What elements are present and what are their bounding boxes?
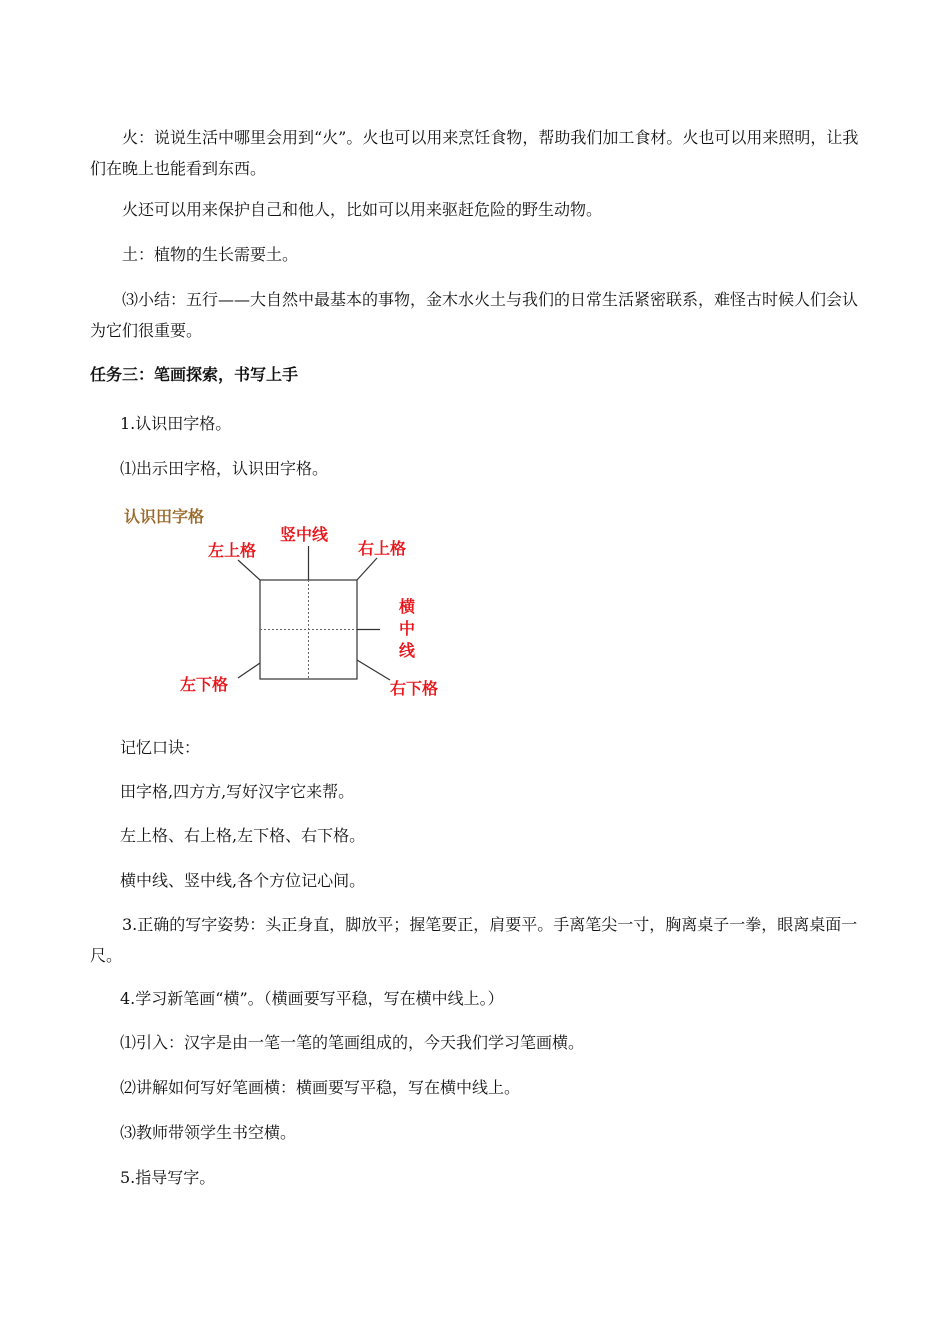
pointer-bottom-left xyxy=(238,663,260,678)
step-1-1: ⑴出示田字格，认识田字格。 xyxy=(120,459,329,478)
mnemonic-title: 记忆口诀： xyxy=(120,738,201,757)
section-heading: 任务三：笔画探索，书写上手 xyxy=(90,365,299,384)
fire-paragraph-2: 火还可以用来保护自己和他人，比如可以用来驱赶危险的野生动物。 xyxy=(122,200,603,219)
fire-paragraph-1: 火：说说生活中哪里会用到“火”。火也可以用来烹饪食物，帮助我们加工食材。火也可以用来照明，让我们在晚上也能看到东西。 xyxy=(90,128,859,178)
label-bottom-left: 左下格 xyxy=(180,675,229,694)
label-top-left: 左上格 xyxy=(208,541,257,560)
step-5: 5.指导写字。 xyxy=(120,1168,216,1187)
label-vertical-mid: 竖中线 xyxy=(280,525,329,544)
label-horizontal-mid-char-1: 横 xyxy=(398,597,415,616)
step-1: 1.认识田字格。 xyxy=(120,414,232,433)
step-4-3: ⑶教师带领学生书空横。 xyxy=(120,1123,297,1142)
step-4-2: ⑵讲解如何写好笔画横：横画要写平稳，写在横中线上。 xyxy=(120,1078,521,1097)
step-4-1: ⑴引入：汉字是由一笔一笔的笔画组成的，今天我们学习笔画横。 xyxy=(120,1033,585,1052)
label-horizontal-mid-char-2: 中 xyxy=(398,619,415,638)
label-horizontal-mid xyxy=(398,596,416,662)
mnemonic-line-3: 横中线、竖中线,各个方位记心间。 xyxy=(120,871,366,890)
summary-paragraph: ⑶小结：五行——大自然中最基本的事物，金木水火土与我们的日常生活紧密联系，难怪古时候人们会认为它们很重要。 xyxy=(90,290,859,340)
pointer-top-left xyxy=(238,560,260,580)
figure-title: 认识田字格 xyxy=(124,507,205,526)
pointer-top-right xyxy=(357,558,377,580)
earth-paragraph: 土：植物的生长需要土。 xyxy=(122,245,299,264)
mnemonic-line-1: 田字格,四方方,写好汉字它来帮。 xyxy=(120,782,355,801)
label-bottom-right: 右下格 xyxy=(390,679,439,698)
label-horizontal-mid-char-3: 线 xyxy=(398,641,415,660)
step-4: 4.学习新笔画“横”。（横画要写平稳，写在横中线上。） xyxy=(120,989,504,1008)
step-3: 3.正确的写字姿势：头正身直，脚放平；握笔要正，肩要平。手离笔尖一寸，胸离桌子一拳，眼离桌面一尺。 xyxy=(90,915,858,965)
tianzige-figure xyxy=(118,498,458,708)
pointer-bottom-right xyxy=(357,660,390,680)
label-top-right: 右上格 xyxy=(358,539,407,558)
mnemonic-line-2: 左上格、右上格,左下格、右下格。 xyxy=(120,826,366,845)
